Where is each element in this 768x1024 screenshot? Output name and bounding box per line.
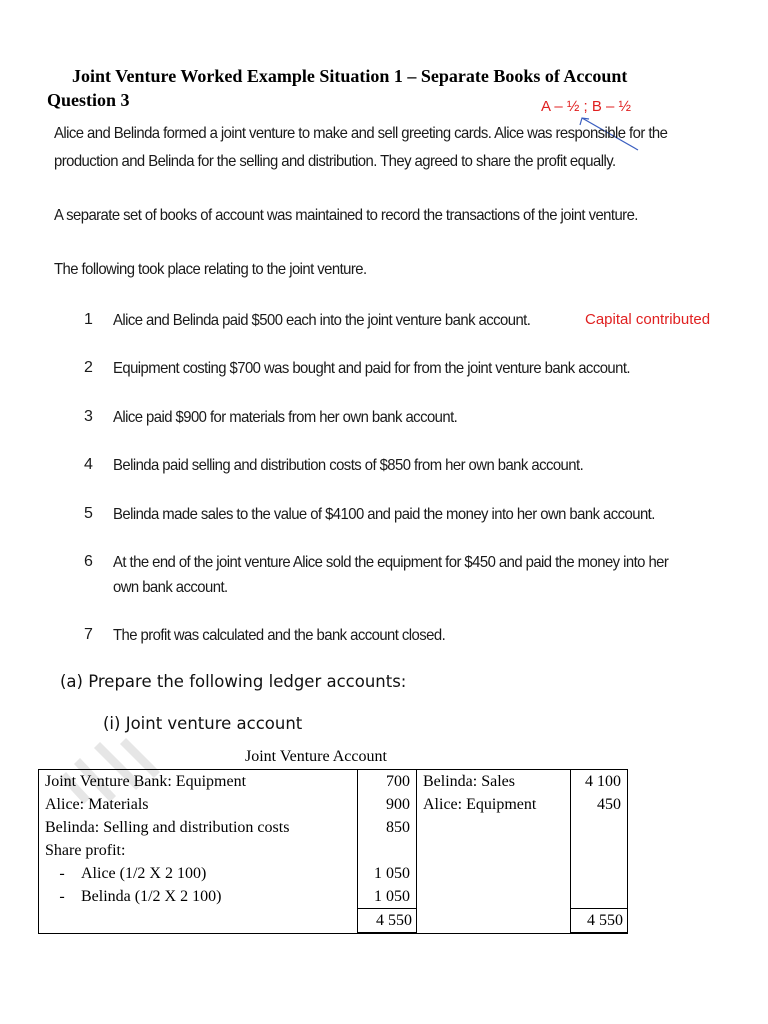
credit-amount: 450 bbox=[571, 793, 628, 816]
credit-label bbox=[417, 816, 571, 839]
debit-label: Share profit: bbox=[39, 839, 358, 862]
bullet-dash: - bbox=[59, 865, 65, 882]
capital-annotation: Capital contributed bbox=[585, 311, 711, 328]
debit-amount: 700 bbox=[358, 770, 417, 794]
item-number: 3 bbox=[84, 408, 93, 425]
credit-label bbox=[417, 885, 571, 908]
debit-amount: 1 050 bbox=[358, 885, 417, 908]
item-number: 4 bbox=[84, 456, 93, 473]
part-a-heading: (a) Prepare the following ledger accounts: bbox=[60, 672, 407, 691]
item-text: Belinda paid selling and distribution costs of $850 from her own bank account. bbox=[113, 457, 584, 474]
bullet-dash: - bbox=[59, 888, 65, 905]
share-ratio-annotation: A – ½ ; B – ½ bbox=[541, 98, 632, 115]
debit-amount: 850 bbox=[358, 816, 417, 839]
credit-label bbox=[417, 862, 571, 885]
debit-amount: 1 050 bbox=[358, 862, 417, 885]
ledger-row bbox=[39, 793, 628, 816]
debit-label: Alice: Materials bbox=[39, 793, 358, 816]
ledger-row bbox=[39, 885, 628, 908]
credit-label bbox=[417, 839, 571, 862]
debit-amount bbox=[358, 839, 417, 862]
item-text: The profit was calculated and the bank account closed. bbox=[113, 627, 446, 644]
credit-amount bbox=[571, 816, 628, 839]
debit-amount: 900 bbox=[358, 793, 417, 816]
credit-amount: 4 100 bbox=[571, 770, 628, 794]
debit-label: Alice (1/2 X 2 100) bbox=[81, 865, 207, 882]
intro-line-4: The following took place relating to the joint venture. bbox=[54, 261, 367, 278]
part-i-heading: (i) Joint venture account bbox=[103, 714, 303, 733]
intro-line-2: production and Belinda for the selling and distribution. They agreed to share the profit equally. bbox=[54, 153, 616, 170]
ledger-row bbox=[39, 770, 628, 794]
debit-label: Joint Venture Bank: Equipment bbox=[39, 770, 358, 794]
intro-line-3: A separate set of books of account was maintained to record the transactions of the joint venture. bbox=[54, 207, 638, 224]
item-number: 2 bbox=[84, 359, 93, 376]
page-title: Joint Venture Worked Example Situation 1 – Separate Books of Account bbox=[72, 66, 628, 86]
item-text: Alice paid $900 for materials from her own bank account. bbox=[113, 409, 458, 426]
ledger-row bbox=[39, 839, 628, 862]
intro-line-1: Alice and Belinda formed a joint venture to make and sell greeting cards. Alice was responsible for the bbox=[54, 125, 668, 142]
credit-amount bbox=[571, 885, 628, 908]
debit-total: 4 550 bbox=[358, 908, 416, 933]
credit-label: Belinda: Sales bbox=[417, 770, 571, 794]
item-text: Equipment costing $700 was bought and paid for from the joint venture bank account. bbox=[113, 360, 631, 377]
item-text: Belinda made sales to the value of $4100 and paid the money into her own bank account. bbox=[113, 506, 655, 523]
item-text-continued: own bank account. bbox=[113, 579, 228, 596]
item-number: 7 bbox=[84, 626, 93, 643]
ledger-caption: Joint Venture Account bbox=[245, 748, 387, 765]
question-label: Question 3 bbox=[47, 90, 130, 110]
ledger-row bbox=[39, 862, 628, 885]
debit-label: Belinda (1/2 X 2 100) bbox=[81, 888, 222, 905]
ledger-total-row bbox=[39, 908, 628, 934]
item-text: Alice and Belinda paid $500 each into the joint venture bank account. bbox=[113, 312, 531, 329]
item-number: 1 bbox=[84, 311, 93, 328]
debit-label: Belinda: Selling and distribution costs bbox=[39, 816, 358, 839]
credit-amount bbox=[571, 839, 628, 862]
ledger-row bbox=[39, 816, 628, 839]
credit-label: Alice: Equipment bbox=[417, 793, 571, 816]
credit-amount bbox=[571, 862, 628, 885]
item-text: At the end of the joint venture Alice sold the equipment for $450 and paid the money into her bbox=[113, 554, 669, 571]
item-number: 5 bbox=[84, 505, 93, 522]
item-number: 6 bbox=[84, 553, 93, 570]
joint-venture-ledger bbox=[38, 769, 628, 934]
credit-total: 4 550 bbox=[571, 908, 627, 933]
